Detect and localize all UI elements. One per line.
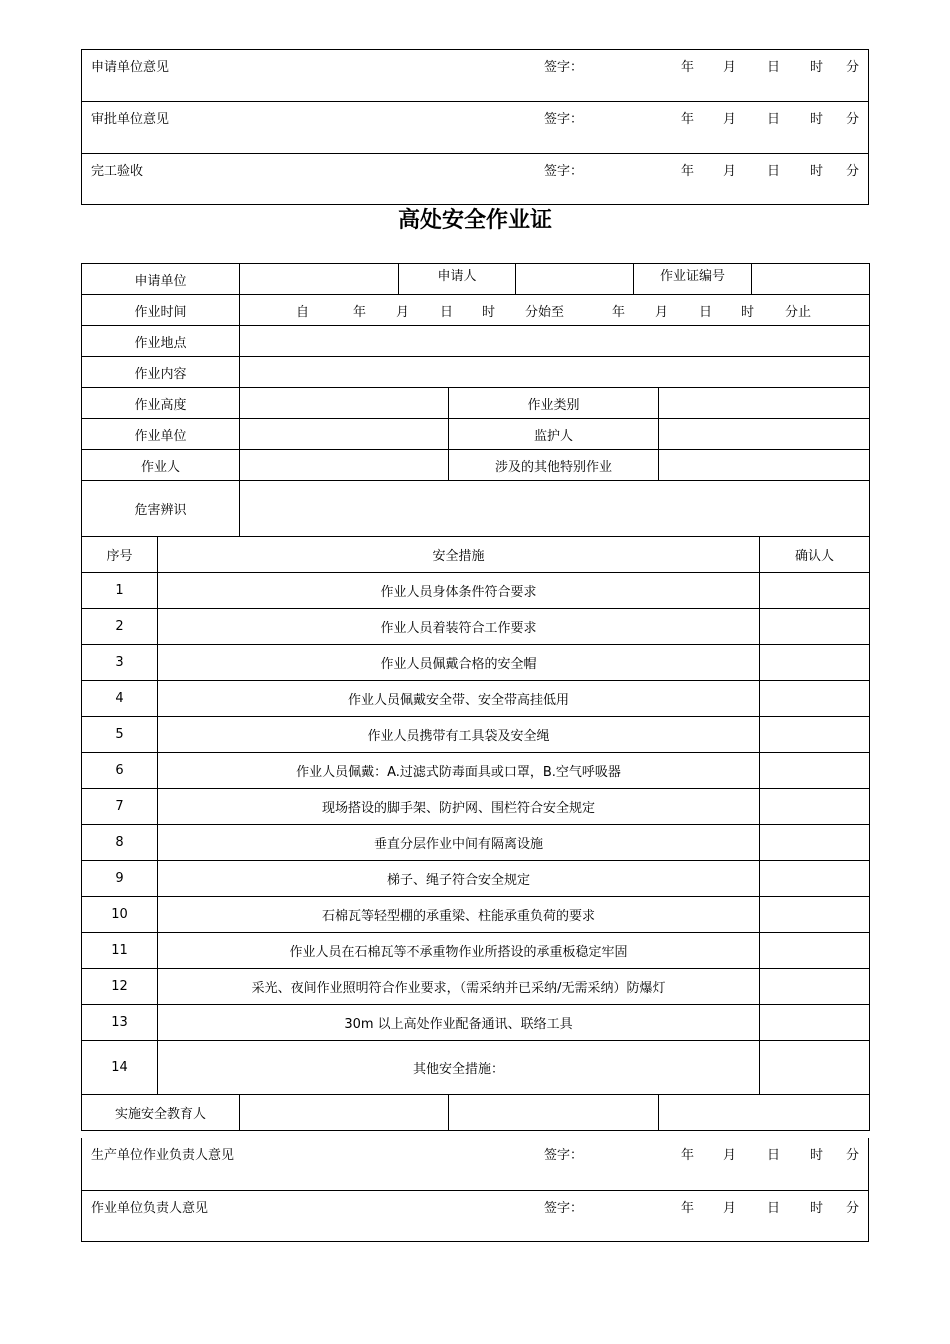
permit-form-table bbox=[81, 263, 870, 1131]
time-part: 时 bbox=[482, 305, 496, 320]
signoff-row-work-unit-lead bbox=[81, 1190, 869, 1242]
measure-text: 作业人员在石棉瓦等不承重物作业所搭设的承重板稳定牢固 bbox=[158, 933, 760, 969]
work-height-label: 作业高度 bbox=[82, 388, 240, 419]
page-title: 高处安全作业证 bbox=[397, 208, 552, 233]
minute-label: 分 bbox=[846, 1148, 860, 1163]
work-unit-field[interactable] bbox=[240, 419, 449, 450]
work-height-field[interactable] bbox=[240, 388, 449, 419]
measure-text: 梯子、绳子符合安全规定 bbox=[158, 861, 760, 897]
guardian-field[interactable] bbox=[659, 419, 870, 450]
year-label: 年 bbox=[681, 1148, 695, 1163]
measure-text: 作业人员佩戴合格的安全帽 bbox=[158, 645, 760, 681]
confirm-field[interactable] bbox=[760, 933, 870, 969]
measure-no: 9 bbox=[82, 861, 158, 897]
measure-text: 石棉瓦等轻型棚的承重梁、柱能承重负荷的要求 bbox=[158, 897, 760, 933]
permit-number-label: 作业证编号 bbox=[634, 264, 752, 294]
confirm-header: 确认人 bbox=[760, 537, 870, 573]
measure-row bbox=[82, 789, 870, 825]
time-part: 年 bbox=[353, 305, 367, 320]
confirm-field[interactable] bbox=[760, 681, 870, 717]
signoff-row-approver bbox=[81, 101, 869, 153]
measures-header-row bbox=[82, 537, 870, 573]
month-label: 月 bbox=[723, 1201, 737, 1216]
educator-label: 实施安全教育人 bbox=[82, 1095, 240, 1131]
month-label: 月 bbox=[723, 112, 737, 127]
day-label: 日 bbox=[767, 112, 781, 127]
measure-row bbox=[82, 717, 870, 753]
signoff-row-production-lead bbox=[81, 1138, 869, 1190]
measure-text: 作业人员携带有工具袋及安全绳 bbox=[158, 717, 760, 753]
bottom-signoff-block bbox=[81, 1138, 869, 1242]
work-category-label: 作业类别 bbox=[449, 388, 659, 419]
measure-row bbox=[82, 753, 870, 789]
month-label: 月 bbox=[723, 60, 737, 75]
measure-no: 6 bbox=[82, 753, 158, 789]
confirm-field[interactable] bbox=[760, 717, 870, 753]
applicant-unit-label: 申请单位 bbox=[82, 264, 240, 295]
signoff-label: 申请单位意见 bbox=[91, 60, 170, 75]
measure-no: 2 bbox=[82, 609, 158, 645]
work-content-field[interactable] bbox=[240, 357, 870, 388]
measure-no: 14 bbox=[82, 1041, 158, 1095]
measure-no: 1 bbox=[82, 573, 158, 609]
day-label: 日 bbox=[767, 164, 781, 179]
measure-no: 13 bbox=[82, 1005, 158, 1041]
confirm-field[interactable] bbox=[760, 825, 870, 861]
time-part: 分止 bbox=[785, 305, 812, 320]
form-row-work-content bbox=[82, 357, 870, 388]
measure-header: 安全措施 bbox=[158, 537, 760, 573]
measure-text: 作业人员着装符合工作要求 bbox=[158, 609, 760, 645]
time-part: 日 bbox=[440, 305, 454, 320]
measure-text: 现场搭设的脚手架、防护网、围栏符合安全规定 bbox=[158, 789, 760, 825]
form-row-hazard bbox=[82, 481, 870, 537]
measure-text: 作业人员佩戴安全带、安全带高挂低用 bbox=[158, 681, 760, 717]
work-place-label: 作业地点 bbox=[82, 326, 240, 357]
day-label: 日 bbox=[767, 1201, 781, 1216]
confirm-field[interactable] bbox=[760, 969, 870, 1005]
confirm-field[interactable] bbox=[760, 1005, 870, 1041]
signoff-label: 完工验收 bbox=[91, 164, 144, 179]
confirm-field[interactable] bbox=[760, 1041, 870, 1095]
hazard-label: 危害辨识 bbox=[82, 481, 240, 537]
month-label: 月 bbox=[723, 164, 737, 179]
confirm-field[interactable] bbox=[760, 897, 870, 933]
measure-no: 4 bbox=[82, 681, 158, 717]
signature-field[interactable]: 签字： bbox=[544, 60, 584, 75]
measure-no: 8 bbox=[82, 825, 158, 861]
worker-field[interactable] bbox=[240, 450, 449, 481]
signature-field[interactable]: 签字： bbox=[544, 164, 584, 179]
applicant-unit-field[interactable] bbox=[240, 264, 399, 294]
educator-field-3[interactable] bbox=[659, 1095, 870, 1131]
measure-no: 7 bbox=[82, 789, 158, 825]
year-label: 年 bbox=[681, 1201, 695, 1216]
confirm-field[interactable] bbox=[760, 609, 870, 645]
day-label: 日 bbox=[767, 60, 781, 75]
worker-label: 作业人 bbox=[82, 450, 240, 481]
time-part: 自 bbox=[296, 305, 310, 320]
work-time-field[interactable] bbox=[240, 295, 870, 326]
measure-no: 3 bbox=[82, 645, 158, 681]
hour-label: 时 bbox=[810, 164, 824, 179]
measure-text: 其他安全措施： bbox=[158, 1041, 760, 1095]
measure-row bbox=[82, 1041, 870, 1095]
signoff-row-applicant bbox=[81, 49, 869, 101]
measure-row bbox=[82, 897, 870, 933]
time-part: 月 bbox=[396, 305, 410, 320]
time-part: 日 bbox=[699, 305, 713, 320]
confirm-field[interactable] bbox=[760, 861, 870, 897]
signoff-row-completion bbox=[81, 153, 869, 205]
time-part: 时 bbox=[741, 305, 755, 320]
form-row-work-height bbox=[82, 388, 870, 419]
measure-text: 垂直分层作业中间有隔离设施 bbox=[158, 825, 760, 861]
confirm-field[interactable] bbox=[760, 789, 870, 825]
measure-no: 12 bbox=[82, 969, 158, 1005]
measure-text: 作业人员身体条件符合要求 bbox=[158, 573, 760, 609]
other-special-work-label: 涉及的其他特别作业 bbox=[449, 450, 659, 481]
signoff-label: 作业单位负责人意见 bbox=[91, 1201, 209, 1216]
measure-row bbox=[82, 681, 870, 717]
work-place-field[interactable] bbox=[240, 326, 870, 357]
measure-row bbox=[82, 825, 870, 861]
form-row-work-place bbox=[82, 326, 870, 357]
measure-no: 11 bbox=[82, 933, 158, 969]
signature-field[interactable]: 签字： bbox=[544, 1201, 584, 1216]
measure-text: 采光、夜间作业照明符合作业要求，（需采纳并已采纳/无需采纳）防爆灯 bbox=[158, 969, 760, 1005]
measure-no: 5 bbox=[82, 717, 158, 753]
time-part: 分始至 bbox=[525, 305, 565, 320]
work-time-label: 作业时间 bbox=[82, 295, 240, 326]
signoff-label: 生产单位作业负责人意见 bbox=[91, 1148, 235, 1163]
measure-no: 10 bbox=[82, 897, 158, 933]
year-label: 年 bbox=[681, 60, 695, 75]
applicant-field[interactable] bbox=[516, 264, 634, 294]
form-row-work-time bbox=[82, 295, 870, 326]
hour-label: 时 bbox=[810, 60, 824, 75]
measure-row bbox=[82, 573, 870, 609]
measure-row bbox=[82, 645, 870, 681]
signoff-label: 审批单位意见 bbox=[91, 112, 170, 127]
minute-label: 分 bbox=[846, 60, 860, 75]
minute-label: 分 bbox=[846, 112, 860, 127]
hazard-field[interactable] bbox=[240, 481, 870, 537]
form-row-work-unit bbox=[82, 419, 870, 450]
guardian-label: 监护人 bbox=[449, 419, 659, 450]
measure-text: 30m 以上高处作业配备通讯、联络工具 bbox=[158, 1005, 760, 1041]
other-special-work-field[interactable] bbox=[659, 450, 870, 481]
work-unit-label: 作业单位 bbox=[82, 419, 240, 450]
signature-field[interactable]: 签字： bbox=[544, 1148, 584, 1163]
applicant-label: 申请人 bbox=[399, 264, 516, 294]
month-label: 月 bbox=[723, 1148, 737, 1163]
educator-field-1[interactable] bbox=[240, 1095, 449, 1131]
hour-label: 时 bbox=[810, 1201, 824, 1216]
measure-row bbox=[82, 609, 870, 645]
top-signoff-block bbox=[81, 49, 869, 205]
measure-row bbox=[82, 933, 870, 969]
educator-field-2[interactable] bbox=[449, 1095, 659, 1131]
day-label: 日 bbox=[767, 1148, 781, 1163]
year-label: 年 bbox=[681, 164, 695, 179]
time-part: 月 bbox=[655, 305, 669, 320]
educator-row bbox=[82, 1095, 870, 1131]
minute-label: 分 bbox=[846, 1201, 860, 1216]
measure-row bbox=[82, 969, 870, 1005]
confirm-field[interactable] bbox=[760, 753, 870, 789]
form-row-worker bbox=[82, 450, 870, 481]
permit-number-field[interactable] bbox=[752, 264, 869, 294]
measure-row bbox=[82, 1005, 870, 1041]
form-row-applicant bbox=[82, 264, 870, 295]
measure-no-header: 序号 bbox=[82, 537, 158, 573]
confirm-field[interactable] bbox=[760, 645, 870, 681]
work-content-label: 作业内容 bbox=[82, 357, 240, 388]
hour-label: 时 bbox=[810, 1148, 824, 1163]
year-label: 年 bbox=[681, 112, 695, 127]
time-part: 年 bbox=[612, 305, 626, 320]
confirm-field[interactable] bbox=[760, 573, 870, 609]
measure-row bbox=[82, 861, 870, 897]
hour-label: 时 bbox=[810, 112, 824, 127]
measure-text: 作业人员佩戴：A.过滤式防毒面具或口罩，B.空气呼吸器 bbox=[158, 753, 760, 789]
signature-field[interactable]: 签字： bbox=[544, 112, 584, 127]
work-category-field[interactable] bbox=[659, 388, 870, 419]
minute-label: 分 bbox=[846, 164, 860, 179]
